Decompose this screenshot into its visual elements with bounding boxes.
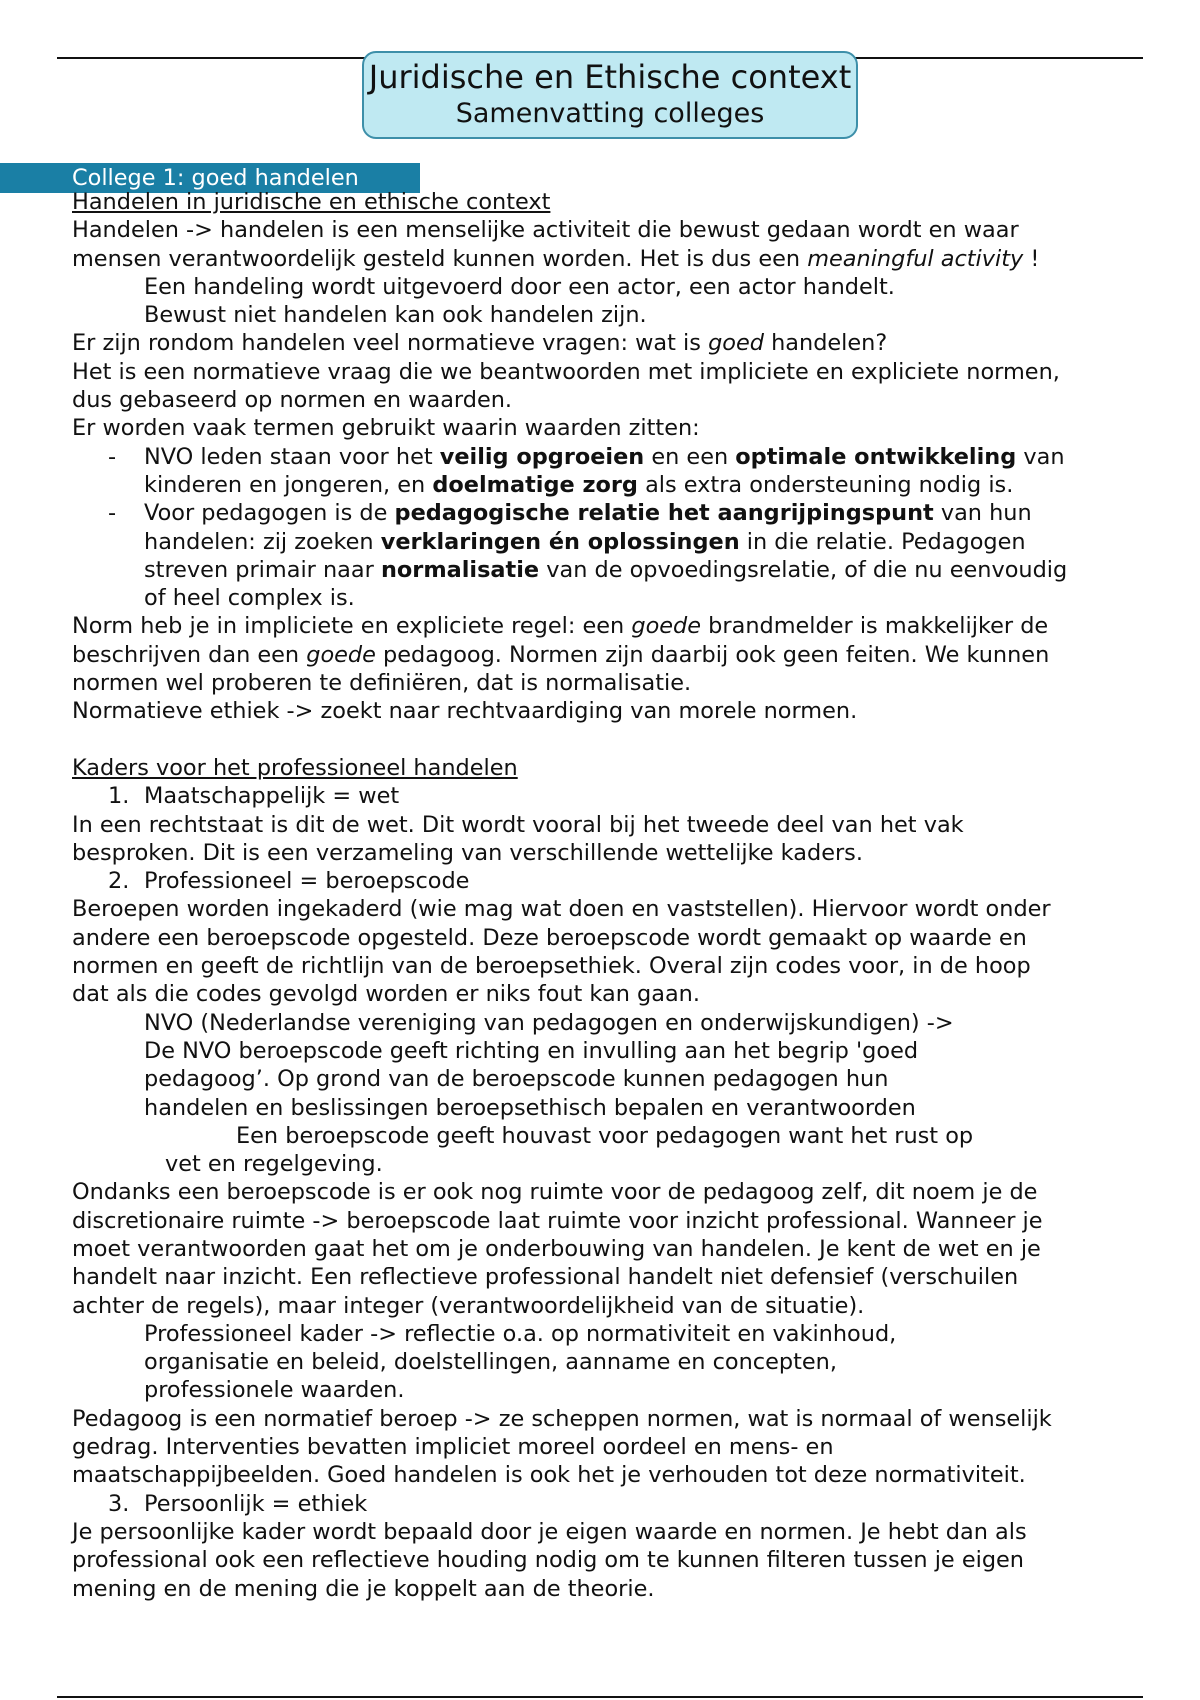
- bottom-rule: [57, 1696, 1143, 1698]
- section-heading-handelen: Handelen in juridische en ethische context: [72, 189, 551, 215]
- paragraph-line: In een rechtstaat is dit de wet. Dit wordt vooral bij het tweede deel van het vak: [72, 811, 964, 838]
- indented-line: Een handeling wordt uitgevoerd door een actor, een actor handelt.: [144, 273, 895, 300]
- indented-line: De NVO beroepscode geeft richting en invulling aan het begrip 'goed: [144, 1037, 919, 1064]
- indented-line: Een beroepscode geeft houvast voor pedagogen want het rust op: [236, 1122, 974, 1149]
- indented-line: Bewust niet handelen kan ook handelen zijn.: [144, 302, 647, 329]
- indented-line: handelen en beslissingen beroepsethisch bepalen en verantwoorden: [144, 1094, 916, 1121]
- paragraph-line: mening en de mening die je koppelt aan de theorie.: [72, 1575, 655, 1602]
- paragraph-line: Beroepen worden ingekaderd (wie mag wat doen en vaststellen). Hiervoor wordt onder: [72, 896, 1051, 923]
- indented-line: professionele waarden.: [144, 1377, 405, 1404]
- numbered-item: 3. Persoonlijk = ethiek: [108, 1490, 368, 1517]
- bullet-continuation: handelen: zij zoeken verklaringen én oplossingen in die relatie. Pedagogen: [144, 528, 1026, 555]
- document-body: [72, 188, 1152, 1603]
- paragraph-line: Er zijn rondom handelen veel normatieve vragen: wat is goed handelen?: [72, 330, 888, 357]
- document-subtitle: Samenvatting colleges: [455, 98, 765, 129]
- section-heading-kaders: Kaders voor het professioneel handelen: [72, 754, 518, 781]
- paragraph-line: Norm heb je in impliciete en expliciete regel: een goede brandmelder is makkelijker de: [72, 613, 1049, 640]
- indented-line: organisatie en beleid, doelstellingen, aanname en concepten,: [144, 1349, 837, 1376]
- college-heading: College 1: goed handelen: [72, 165, 359, 191]
- bullet-continuation: streven primair naar normalisatie van de opvoedingsrelatie, of die nu eenvoudig: [144, 556, 1068, 583]
- paragraph-line: normen en geeft de richtlijn van de beroepsethiek. Overal zijn codes voor, in de hoop: [72, 953, 1031, 980]
- indented-line: NVO (Nederlandse vereniging van pedagogen en onderwijskundigen) ->: [144, 1009, 954, 1036]
- bullet-dash: -: [108, 443, 117, 470]
- indented-line: pedagoog’. Op grond van de beroepscode kunnen pedagogen hun: [144, 1066, 889, 1093]
- paragraph-line: dat als die codes gevolgd worden er niks fout kan gaan.: [72, 981, 700, 1008]
- bullet-continuation: of heel complex is.: [144, 585, 355, 612]
- bullet-item: - NVO leden staan voor het veilig opgroeien en een optimale ontwikkeling van: [108, 443, 1065, 470]
- paragraph-line: Er worden vaak termen gebruikt waarin waarden zitten:: [72, 415, 700, 442]
- paragraph-line: professional ook een reflectieve houding nodig om te kunnen filteren tussen je eigen: [72, 1547, 1024, 1574]
- bullet-dash: -: [108, 500, 117, 527]
- paragraph-line: andere een beroepscode opgesteld. Deze beroepscode wordt gemaakt op waarde en: [72, 924, 1027, 951]
- paragraph-line: handelt naar inzicht. Een reflectieve professional handelt niet defensief (verschuilen: [72, 1264, 1019, 1291]
- paragraph-line: besproken. Dit is een verzameling van verschillende wettelijke kaders.: [72, 839, 863, 866]
- document-title: Juridische en Ethische context: [368, 58, 852, 96]
- paragraph-line: Je persoonlijke kader wordt bepaald door je eigen waarde en normen. Je hebt dan als: [72, 1518, 1027, 1545]
- paragraph-line: mensen verantwoordelijk gesteld kunnen worden. Het is dus een meaningful activity !: [72, 245, 1040, 272]
- paragraph-line: beschrijven dan een goede pedagoog. Normen zijn daarbij ook geen feiten. We kunnen: [72, 641, 1050, 668]
- paragraph-line: moet verantwoorden gaat het om je onderbouwing van handelen. Je kent de wet en je: [72, 1235, 1041, 1262]
- paragraph-line: gedrag. Interventies bevatten impliciet moreel oordeel en mens- en: [72, 1434, 834, 1461]
- title-box: [362, 51, 858, 139]
- bullet-item: - Voor pedagogen is de pedagogische relatie het aangrijpingspunt van hun: [108, 500, 1032, 527]
- indented-line: Professioneel kader -> reflectie o.a. op normativiteit en vakinhoud,: [144, 1320, 897, 1347]
- indented-line: vet en regelgeving.: [165, 1151, 383, 1178]
- emphasis-text: goed: [708, 330, 764, 357]
- paragraph-line: Ondanks een beroepscode is er ook nog ruimte voor de pedagoog zelf, dit noem je de: [72, 1179, 1038, 1206]
- paragraph-line: discretionaire ruimte -> beroepscode laat ruimte voor inzicht professional. Wanneer je: [72, 1207, 1043, 1234]
- bullet-continuation: kinderen en jongeren, en doelmatige zorg als extra ondersteuning nodig is.: [144, 471, 1014, 498]
- numbered-item: 1. Maatschappelijk = wet: [108, 783, 400, 810]
- paragraph-line: dus gebaseerd op normen en waarden.: [72, 387, 513, 414]
- paragraph-line: Het is een normatieve vraag die we beantwoorden met impliciete en expliciete normen,: [72, 358, 1060, 385]
- numbered-item: 2. Professioneel = beroepscode: [108, 868, 470, 895]
- paragraph-line: Pedagoog is een normatief beroep -> ze scheppen normen, wat is normaal of wenselijk: [72, 1405, 1052, 1432]
- paragraph-line: Handelen -> handelen is een menselijke activiteit die bewust gedaan wordt en waar: [72, 217, 1019, 244]
- paragraph-line: maatschappijbeelden. Goed handelen is ook het je verhouden tot deze normativiteit.: [72, 1462, 1026, 1489]
- blank-line: [72, 726, 1152, 754]
- emphasis-text: meaningful activity: [807, 245, 1024, 272]
- paragraph-line: achter de regels), maar integer (verantwoordelijkheid van de situatie).: [72, 1292, 865, 1319]
- paragraph-line: Normatieve ethiek -> zoekt naar rechtvaardiging van morele normen.: [72, 698, 858, 725]
- paragraph-line: normen wel proberen te definiëren, dat is normalisatie.: [72, 670, 692, 697]
